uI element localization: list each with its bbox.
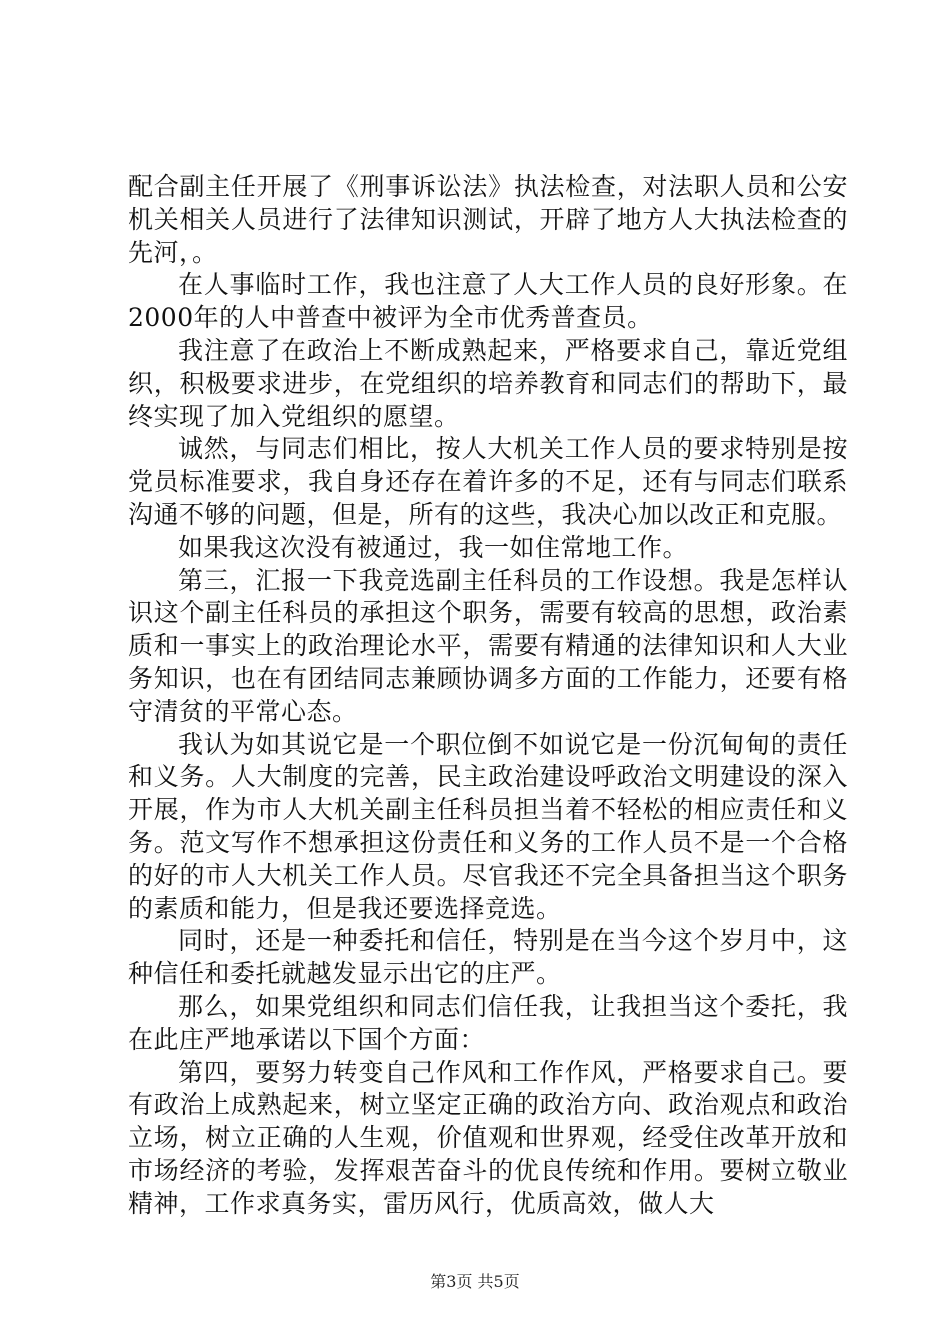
page-number-footer: 第3页 共5页 xyxy=(430,1272,520,1291)
paragraph: 那么，如果党组织和同志们信任我，让我担当这个委托，我在此庄严地承诺以下国个方面： xyxy=(128,991,848,1054)
paragraph: 诚然，与同志们相比，按人大机关工作人员的要求特别是按党员标准要求，我自身还存在着许多的不足，还有与同志们联系沟通不够的问题，但是，所有的这些，我决心加以改正和克服。 xyxy=(128,434,848,529)
paragraph: 同时，还是一种委托和信任，特别是在当今这个岁月中，这种信任和委托就越发显示出它的庄严。 xyxy=(128,926,848,989)
paragraph: 如果我这次没有被通过，我一如住常地工作。 xyxy=(178,532,689,562)
paragraph: 我认为如其说它是一个职位倒不如说它是一份沉甸甸的责任和义务。人大制度的完善，民主政治建设呼政治文明建设的深入开展，作为市人大机关副主任科员担当着不轻松的相应责任和义务。范文写作不想承担这份责任和义务的工作人员不是一个合格的好的市人大机关工作人员。尽官我还不完全具备担当这个职务的素质和能力，但是我还要选择竞选。 xyxy=(128,729,848,923)
paragraph: 配合副主任开展了《刑事诉讼法》执法检查，对法职人员和公安机关相关人员进行了法律知识测试，开辟了地方人大执法检查的先河，。 xyxy=(128,172,848,267)
document-body xyxy=(128,171,848,1221)
paragraph: 第三，汇报一下我竞选副主任科员的工作设想。我是怎样认识这个副主任科员的承担这个职务，需要有较高的思想，政治素质和一事实上的政治理论水平，需要有精通的法律知识和人大业务知识，也在有团结同志兼顾协调多方面的工作能力，还要有格守清贫的平常心态。 xyxy=(128,565,848,726)
paragraph: 第四，要努力转变自己作风和工作作风，严格要求自己。要有政治上成熟起来，树立坚定正确的政治方向、政治观点和政治立场，树立正确的人生观，价值观和世界观，经受住改革开放和市场经济的考验，发挥艰苦奋斗的优良传统和作用。要树立敬业精神，工作求真务实，雷历风行，优质高效，做人大 xyxy=(128,1057,848,1218)
paragraph: 我注意了在政治上不断成熟起来，严格要求自己，靠近党组织，积极要求进步，在党组织的培养教育和同志们的帮助下，最终实现了加入党组织的愿望。 xyxy=(128,335,848,431)
paragraph: 在人事临时工作，我也注意了人大工作人员的良好形象。在2000年的人中普查中被评为全市优秀普查员。 xyxy=(128,270,848,333)
